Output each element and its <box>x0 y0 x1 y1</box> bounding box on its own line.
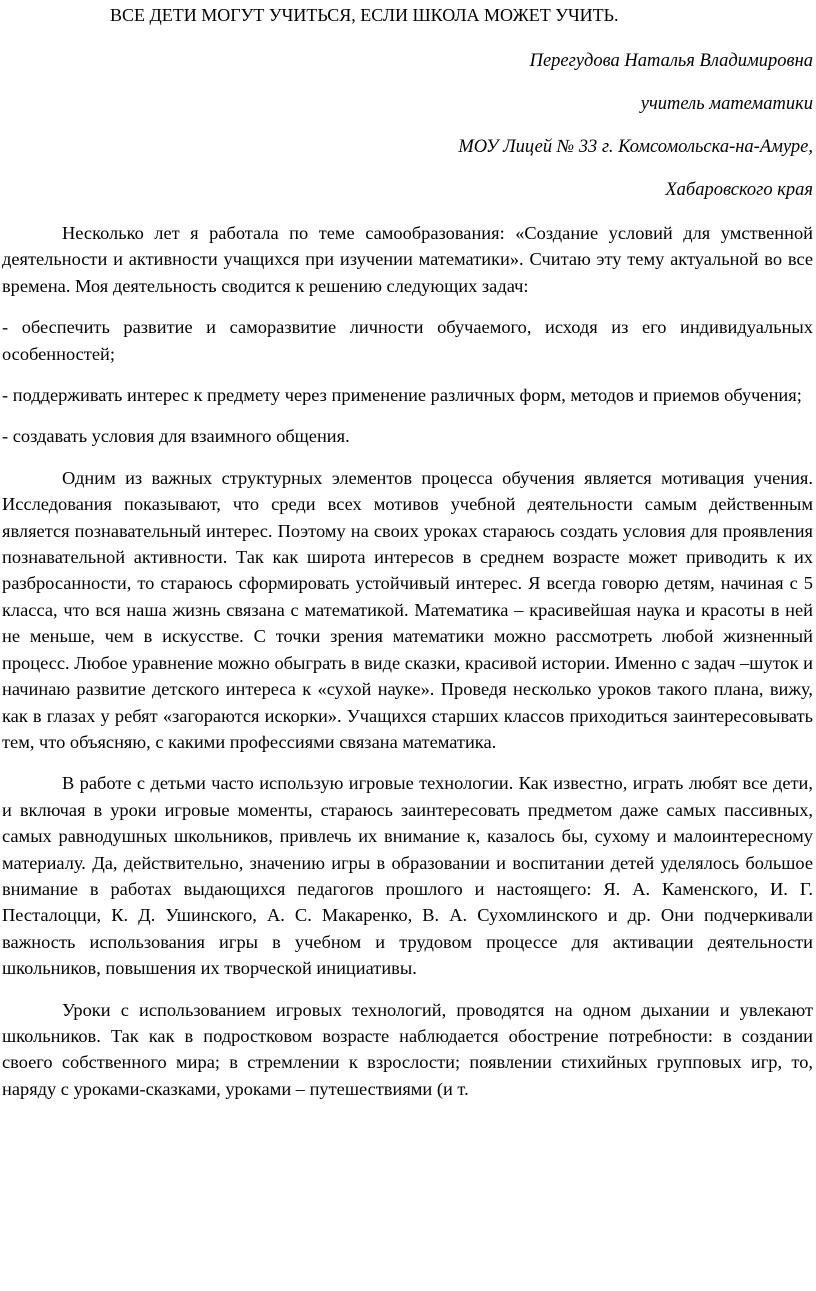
author-position: учитель математики <box>640 94 813 114</box>
motivation-paragraph: Одним из важных структурных элементов процесса обучения является мотивация учения. Исследования показывают, что среди всех мотивов учебной деятельности самым действенным является познавательный интерес. Поэтому на своих уроках стараюсь создать условия для проявления познавательной активности. Так как широта интересов в среднем возрасте может приводить к их разбросанности, то стараюсь сформировать устойчивый интерес. Я всегда говорю детям, начиная с 5 класса, что вся наша жизнь связана с математикой. Математика – красивейшая наука и красоты в ней не меньше, чем в искусстве. С точки зрения математики можно рассмотреть любой жизненный процесс. Любое уравнение можно обыграть в виде сказки, красивой истории. Именно с задач –шуток и начинаю развитие детского интереса к «сухой науке». Проведя несколько уроков такого плана, вижу, как в глазах у ребят «загораются искорки». Учащихся старших классов приходиться заинтересовывать тем, что объясняю, с какими профессиями связана математика. <box>2 467 813 752</box>
task-item: - поддерживать интерес к предмету через применение различных форм, методов и приемов обучения; <box>2 385 802 406</box>
author-school: МОУ Лицей № 33 г. Комсомольска-на-Амуре, <box>458 137 813 157</box>
document-title: ВСЕ ДЕТИ МОГУТ УЧИТЬСЯ, ЕСЛИ ШКОЛА МОЖЕТ УЧИТЬ. <box>110 5 619 25</box>
author-name: Перегудова Наталья Владимировна <box>529 51 813 71</box>
games-paragraph: В работе с детьми часто использую игровые технологии. Как известно, играть любят все дети, и включая в уроки игровые моменты, стараюсь заинтересовать предметом даже самых пассивных, самых равнодушных школьников, привлечь их внимание к, казалось бы, сухому и малоинтересному материалу. Да, действительно, значению игры в образовании и воспитании детей уделялось большое внимание в работах выдающихся педагогов прошлого и настоящего: Я. А. Каменского, И. Г. Песталоцци, К. Д. Ушинского, А. С. Макаренко, В. А. Сухомлинского и др. Они подчеркивали важность использования игры в учебном и трудовом процессе для активации деятельности школьников, повышения их творческой инициативы. <box>2 773 813 979</box>
author-region: Хабаровского края <box>665 180 813 200</box>
intro-paragraph: Несколько лет я работала по теме самообразования: «Создание условий для умственной деятельности и активности учащихся при изучении математики». Считаю эту тему актуальной во все времена. Моя деятельность сводится к решению следующих задач: <box>2 223 813 296</box>
task-item: - обеспечить развитие и саморазвитие личности обучаемого, исходя из его индивидуальных особенностей; <box>2 317 813 364</box>
lessons-paragraph: Уроки с использованием игровых технологий, проводятся на одном дыхании и увлекают школьников. Так как в подростковом возрасте наблюдается обострение потребности: в создании своего собственного мира; в стремлении к взрослости; появлении стихийных групповых игр, то, наряду с уроками-сказками, уроками – путешествиями (и т. <box>2 999 813 1099</box>
task-item: - создавать условия для взаимного общения. <box>2 426 350 447</box>
